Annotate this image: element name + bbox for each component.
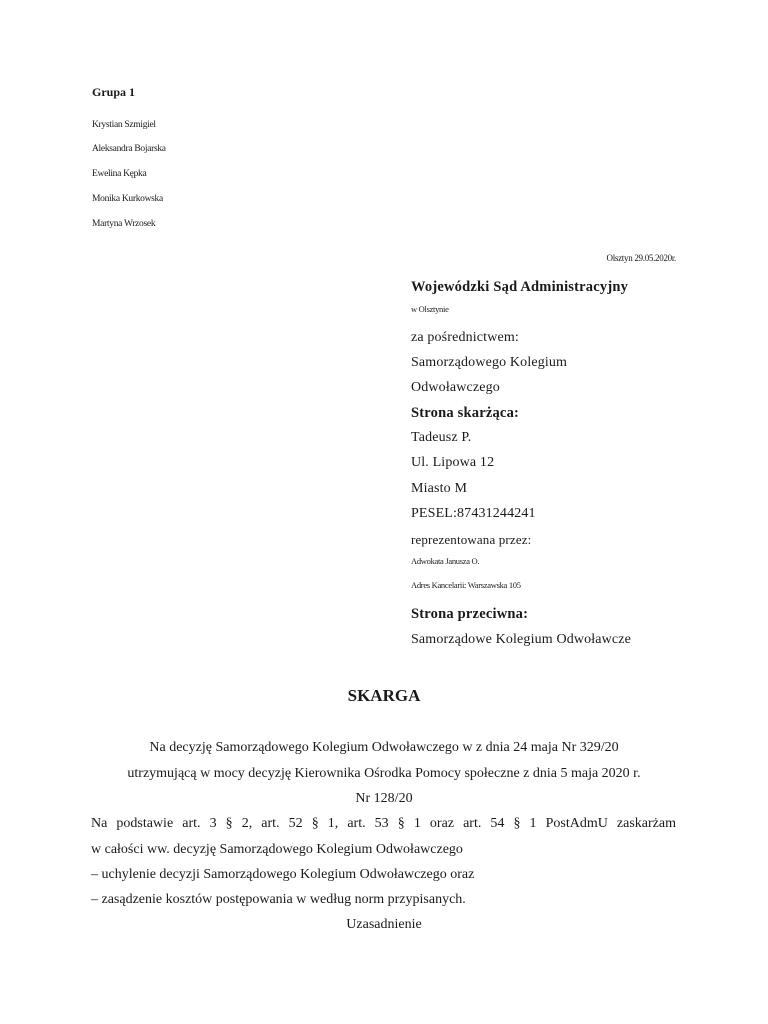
- document-title: SKARGA: [347, 686, 421, 705]
- justification-heading: Uzasadnienie: [346, 917, 422, 932]
- author-name: Aleksandra Bojarska: [92, 144, 166, 154]
- advocate-name: Adwokata Janusza O.: [411, 556, 480, 566]
- complainant-city: Miasto M: [411, 481, 468, 496]
- group-title: Grupa 1: [92, 85, 136, 99]
- body-line: w całości ww. decyzję Samorządowego Kolegium Odwoławczego: [91, 842, 463, 857]
- author-name: Ewelina Kępka: [92, 169, 147, 179]
- body-line: – zasądzenie kosztów postępowania w według norm przypisanych.: [91, 892, 466, 907]
- via-label: za pośrednictwem:: [411, 330, 519, 345]
- complainant-name: Tadeusz P.: [411, 430, 472, 445]
- date-place: Olsztyn 29.05.2020r.: [606, 253, 676, 263]
- body-line: – uchylenie decyzji Samorządowego Kolegium Odwoławczego oraz: [91, 867, 475, 882]
- opponent-label: Strona przeciwna:: [411, 606, 529, 622]
- author-name: Martyna Wrzosek: [92, 219, 156, 229]
- complainant-pesel: PESEL:87431244241: [411, 506, 536, 521]
- via-body-line: Odwoławczego: [411, 380, 500, 395]
- represented-by-label: reprezentowana przez:: [411, 532, 532, 547]
- opponent-name: Samorządowe Kolegium Odwoławcze: [411, 632, 632, 647]
- court-city: w Olsztynie: [411, 304, 449, 314]
- decision-ref-line: Nr 128/20: [355, 791, 413, 806]
- court-name: Wojewódzki Sąd Administracyjny: [411, 279, 629, 295]
- decision-ref-line: utrzymującą w mocy decyzję Kierownika Ośrodka Pomocy społeczne z dnia 5 maja 2020 r.: [127, 766, 641, 781]
- decision-ref-line: Na decyzję Samorządowego Kolegium Odwoławczego w z dnia 24 maja Nr 329/20: [149, 740, 619, 755]
- complainant-label: Strona skarżąca:: [411, 405, 520, 421]
- author-name: Krystian Szmigiel: [92, 120, 156, 130]
- via-body-line: Samorządowego Kolegium: [411, 355, 568, 370]
- body-line: Na podstawie art. 3 § 2, art. 52 § 1, art. 53 § 1 oraz art. 54 § 1 PostAdmU zaskarżam: [91, 816, 676, 831]
- office-address: Adres Kancelarii: Warszawska 105: [411, 580, 521, 590]
- complainant-street: Ul. Lipowa 12: [411, 455, 495, 470]
- author-name: Monika Kurkowska: [92, 194, 163, 204]
